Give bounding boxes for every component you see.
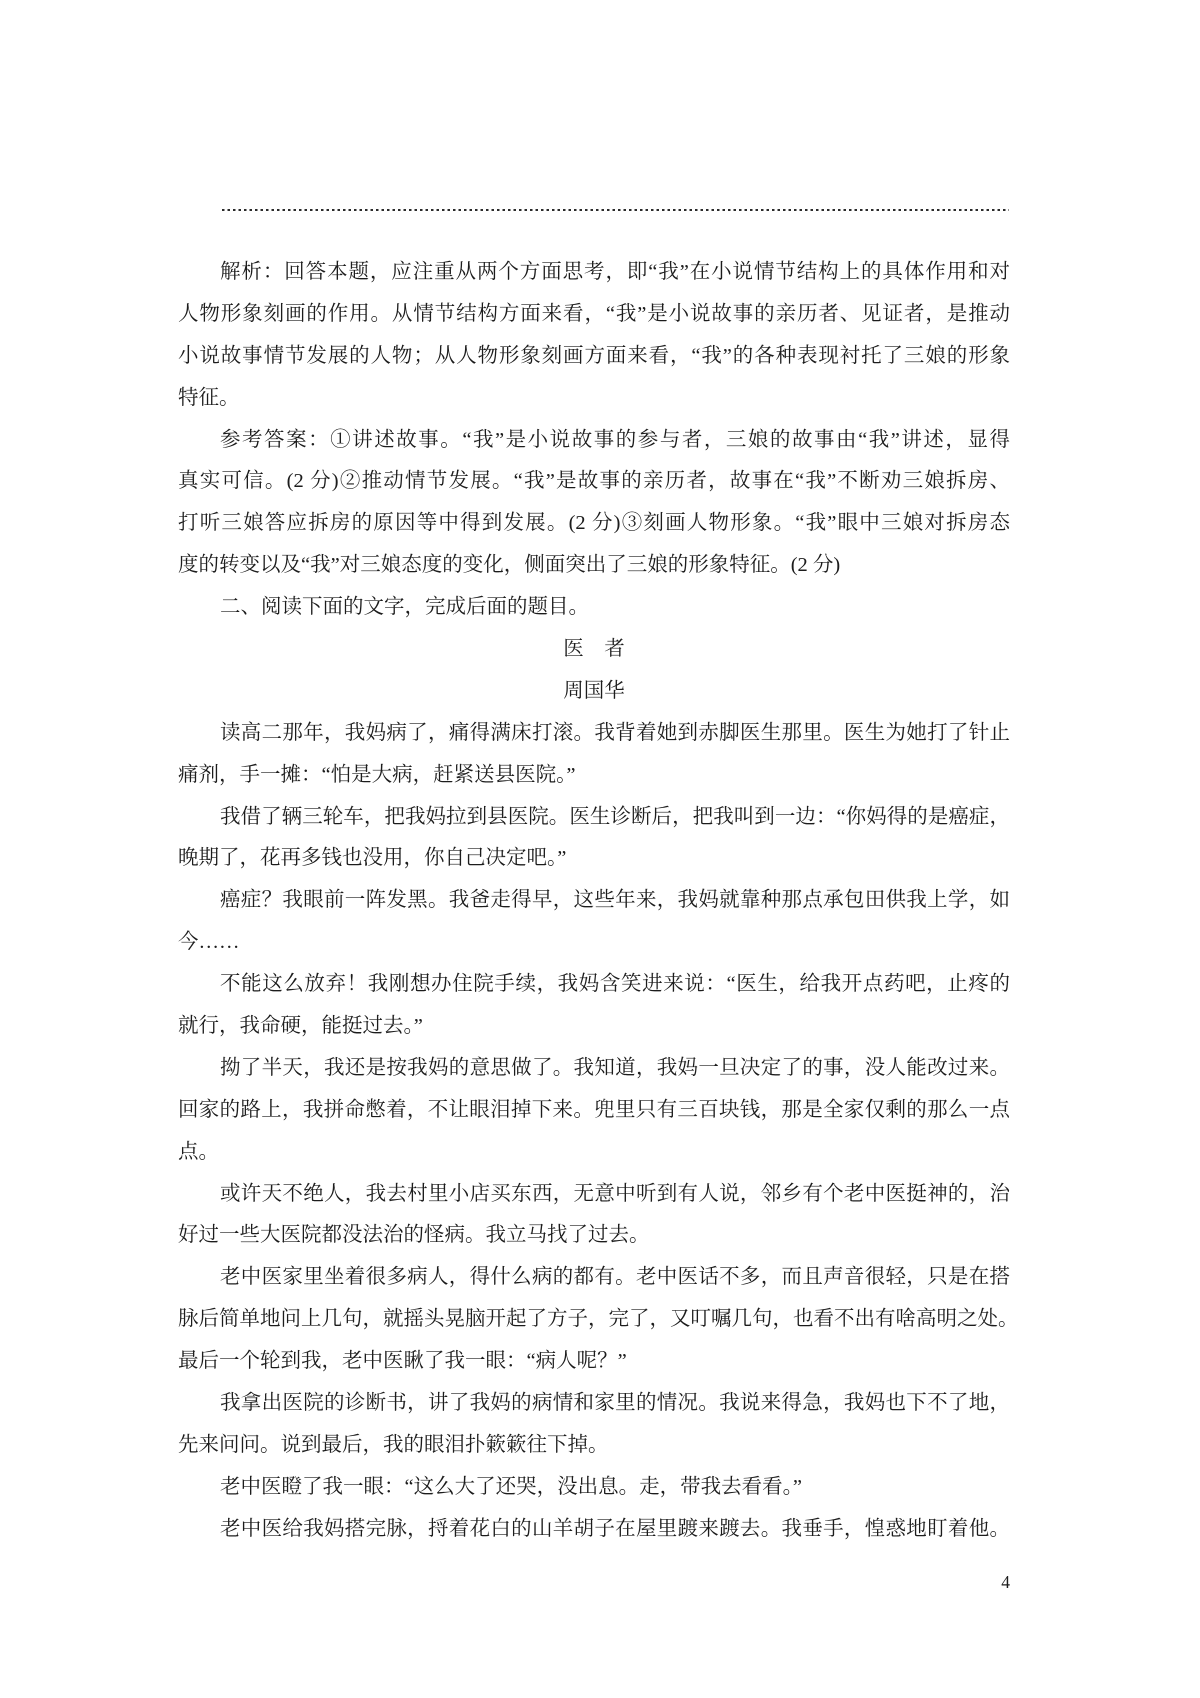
text-line: 周国华 xyxy=(563,679,625,702)
text-line: 参考答案：①讲述故事。“我”是小说故事的参与者，三娘的故事由“我”讲述，显得 xyxy=(220,428,1010,451)
text-line: 老中医给我妈搭完脉，捋着花白的山羊胡子在屋里踱来踱去。我垂手，惶惑地盯着他。 xyxy=(220,1517,1010,1540)
text-line: 癌症？我眼前一阵发黑。我爸走得早，这些年来，我妈就靠种那点承包田供我上学，如 xyxy=(220,889,1010,912)
text-line: 读高二那年，我妈病了，痛得满床打滚。我背着她到赤脚医生那里。医生为她打了针止 xyxy=(220,721,1010,744)
text-line: 拗了半天，我还是按我妈的意思做了。我知道，我妈一旦决定了的事，没人能改过来。 xyxy=(220,1056,1010,1079)
text-line: 老中医瞪了我一眼：“这么大了还哭，没出息。走，带我去看看。” xyxy=(220,1475,802,1498)
text-line: 脉后简单地问上几句，就摇头晃脑开起了方子，完了，又叮嘱几句，也看不出有啥高明之处。 xyxy=(178,1308,1019,1331)
text-line: 先来问问。说到最后，我的眼泪扑簌簌往下掉。 xyxy=(178,1433,609,1456)
page-number: 4 xyxy=(1001,1572,1010,1592)
text-line: 或许天不绝人，我去村里小店买东西，无意中听到有人说，邻乡有个老中医挺神的，治 xyxy=(220,1182,1010,1205)
text-line: 打听三娘答应拆房的原因等中得到发展。(2 分)③刻画人物形象。“我”眼中三娘对拆房态 xyxy=(178,512,1010,535)
text-line: 今…… xyxy=(178,931,240,954)
text-line: 小说故事情节发展的人物；从人物形象刻画方面来看，“我”的各种表现衬托了三娘的形象 xyxy=(178,344,1010,367)
text-line: 点。 xyxy=(178,1140,219,1163)
text-line: 痛剂，手一摊：“怕是大病，赶紧送县医院。” xyxy=(178,763,576,786)
text-line: 最后一个轮到我，老中医瞅了我一眼：“病人呢？” xyxy=(178,1350,627,1373)
text-line: 二、阅读下面的文字，完成后面的题目。 xyxy=(220,596,589,619)
text-line: 晚期了，花再多钱也没用，你自己决定吧。” xyxy=(178,847,567,870)
text-line: 特征。 xyxy=(178,386,240,409)
text-line: 我借了辆三轮车，把我妈拉到县医院。医生诊断后，把我叫到一边：“你妈得的是癌症， xyxy=(220,805,1010,828)
text-line: 我拿出医院的诊断书，讲了我妈的病情和家里的情况。我说来得急，我妈也下不了地， xyxy=(220,1392,1010,1415)
text-line: 医 者 xyxy=(563,638,625,661)
dotted-separator-line xyxy=(222,209,1009,211)
text-line: 好过一些大医院都没法治的怪病。我立马找了过去。 xyxy=(178,1224,650,1247)
text-line: 真实可信。(2 分)②推动情节发展。“我”是故事的亲历者，故事在“我”不断劝三娘拆房、 xyxy=(178,470,1010,493)
text-line: 人物形象刻画的作用。从情节结构方面来看，“我”是小说故事的亲历者、见证者，是推动 xyxy=(178,302,1010,325)
text-line: 不能这么放弃！我刚想办住院手续，我妈含笑进来说：“医生，给我开点药吧，止疼的 xyxy=(220,973,1010,996)
text-line: 老中医家里坐着很多病人，得什么病的都有。老中医话不多，而且声音很轻，只是在搭 xyxy=(220,1266,1010,1289)
document-body xyxy=(178,252,1019,1551)
text-line: 解析：回答本题，应注重从两个方面思考，即“我”在小说情节结构上的具体作用和对 xyxy=(220,261,1010,283)
text-line: 就行，我命硬，能挺过去。” xyxy=(178,1015,423,1038)
text-line: 度的转变以及“我”对三娘态度的变化，侧面突出了三娘的形象特征。(2 分) xyxy=(178,554,841,577)
text-line: 回家的路上，我拼命憋着，不让眼泪掉下来。兜里只有三百块钱，那是全家仅剩的那么一点 xyxy=(178,1098,1010,1121)
